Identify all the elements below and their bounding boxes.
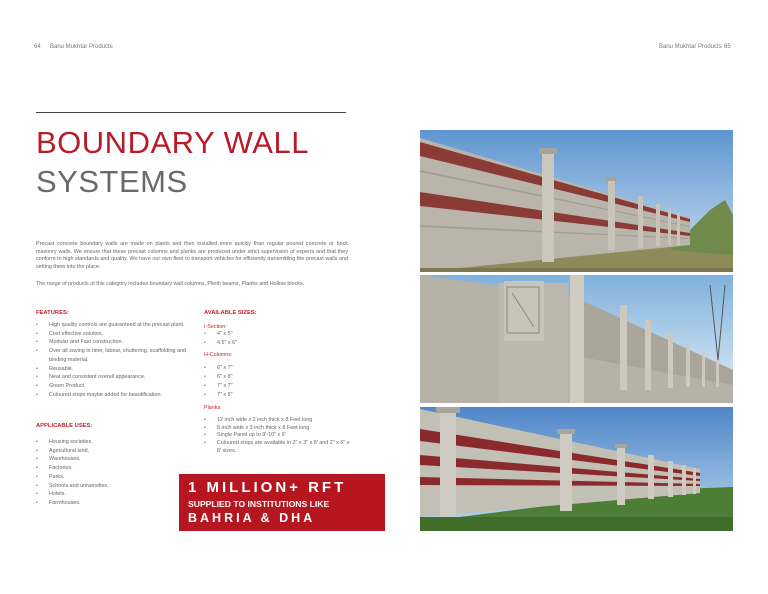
banner-line-2: SUPPLIED TO INSTITUTIONS LIKE <box>188 499 330 509</box>
list-item: • Over all saving in time, labour, shuttering, scaffolding and binding material. <box>36 347 186 364</box>
list-item: • Cost effective solution. <box>36 330 186 339</box>
list-item: • 7" x 7" <box>204 382 354 391</box>
left-running-title: Banu Mukhtar Products <box>50 44 113 50</box>
applicable-uses-section <box>36 423 186 508</box>
features-section <box>36 310 186 399</box>
right-page-number: 65 <box>724 44 731 50</box>
title-rule <box>36 112 346 113</box>
list-item: • Neat and consistent overall appearance. <box>36 373 186 382</box>
boundary-wall-photo-3 <box>420 407 733 531</box>
i-section-label: I-Section: <box>204 324 227 330</box>
right-running-title: Banu Mukhtar Products <box>659 44 722 50</box>
list-item: • Coloured strips maybe added for beautification. <box>36 391 186 400</box>
list-item: • Agricultural land. <box>36 447 186 456</box>
intro-paragraph-2: The range of products of this category includes boundary wall columns, Plinth beams, Planks and Hollow blocks. <box>36 281 305 287</box>
boundary-wall-photo-2 <box>420 275 733 403</box>
h-columns-label: H-Columns: <box>204 352 233 359</box>
list-item: • 12 inch wide x 2 inch thick x 8 Feet long <box>204 417 354 425</box>
list-item: • 6" x 7" <box>204 364 354 373</box>
list-item: • Green Product. <box>36 382 186 391</box>
list-item: • Farmhouses. <box>36 499 186 508</box>
features-heading: FEATURES: <box>36 310 69 316</box>
list-item: • Single Panel up to 9'-10" x 9' <box>204 432 354 440</box>
page-title-line2: SYSTEMS <box>36 164 188 199</box>
list-item: • Coloured strips are available in 2" x 3" x 8' and 2" x 6" x 8' sizes. <box>204 440 354 455</box>
list-item: • 8 inch wide x 3 inch thick x 8 Feet long <box>204 425 354 433</box>
left-page-number: 64 <box>34 44 41 50</box>
list-item: • 6" x 8" <box>204 373 354 382</box>
banner-line-1: 1 MILLION+ RFT <box>188 479 347 496</box>
page-title-line1: BOUNDARY WALL <box>36 125 309 160</box>
list-item: • 7" x 8" <box>204 391 354 400</box>
list-item: • 4.5" x 6" <box>204 339 354 348</box>
list-item: • Warehouses. <box>36 455 186 464</box>
list-item: • Modular and Fast construction. <box>36 338 186 347</box>
list-item: • High quality controls are guaranteed at the precast plant. <box>36 321 186 330</box>
applicable-uses-heading: APPLICABLE USES: <box>36 423 93 429</box>
available-sizes-heading: AVAILABLE SIZES: <box>204 310 257 316</box>
list-item: • 4" x 5" <box>204 330 354 339</box>
list-item: • Hotels. <box>36 490 186 499</box>
banner-line-3: BAHRIA & DHA <box>188 511 316 525</box>
planks-label: Planks: <box>204 405 222 412</box>
list-item: • Reusable. <box>36 365 186 374</box>
list-item: • Housing societies. <box>36 438 186 447</box>
list-item: • Parks. <box>36 473 186 482</box>
intro-paragraph: Precast concrete boundary walls are made on plants and then installed more quickly than regular poured concrete or brick masonry walls. We ensure that these precast columns and planks are produced under strict supervision of experts and that they conform to high standards and quality. We have our own fleet to transport vehicles for efficiently transmitting the precast walls and setting them into the place. <box>36 241 348 270</box>
boundary-wall-photo-1 <box>420 130 733 272</box>
available-sizes-section <box>204 310 354 455</box>
list-item: • Schools and universities. <box>36 482 186 491</box>
list-item: • Factories. <box>36 464 186 473</box>
